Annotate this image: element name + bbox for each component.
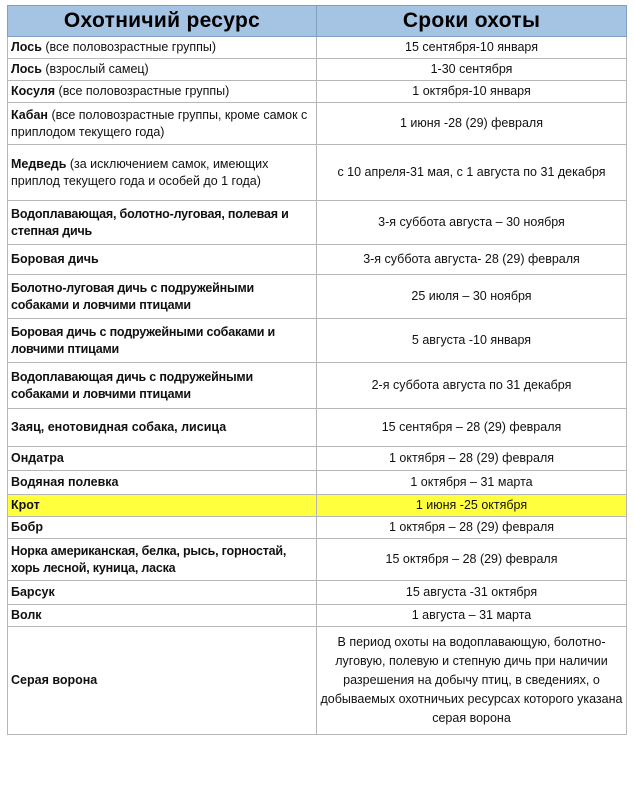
season-cell: 15 октября – 28 (29) февраля	[317, 539, 627, 581]
table-row	[8, 201, 627, 245]
resource-cell: Заяц, енотовидная собака, лисица	[8, 409, 317, 447]
resource-note: (все половозрастные группы)	[55, 84, 230, 98]
resource-cell: Волк	[8, 605, 317, 627]
season-cell: 15 сентября-10 января	[317, 37, 627, 59]
table-row	[8, 605, 627, 627]
table-row	[8, 581, 627, 605]
season-cell: 1 октября-10 января	[317, 81, 627, 103]
season-cell: 15 сентября – 28 (29) февраля	[317, 409, 627, 447]
resource-cell: Серая ворона	[8, 627, 317, 735]
table-row	[8, 517, 627, 539]
resource-cell: Болотно-луговая дичь с подружейными собаками и ловчими птицами	[8, 275, 317, 319]
season-cell: 1 октября – 28 (29) февраля	[317, 447, 627, 471]
season-cell: 25 июля – 30 ноября	[317, 275, 627, 319]
resource-note: (все половозрастные группы, кроме самок с приплодом текущего года)	[11, 107, 308, 139]
resource-cell: Ондатра	[8, 447, 317, 471]
season-cell: с 10 апреля-31 мая, с 1 августа по 31 декабря	[317, 145, 627, 201]
table-row	[8, 245, 627, 275]
season-cell: 1 июня -25 октября	[317, 495, 627, 517]
table-header-row	[8, 6, 627, 37]
resource-name: Лось	[11, 62, 42, 76]
resource-cell: Водоплавающая, болотно-луговая, полевая и степная дичь	[8, 201, 317, 245]
season-cell: 1 июня -28 (29) февраля	[317, 103, 627, 145]
resource-cell	[8, 37, 317, 59]
resource-cell: Водоплавающая дичь с подружейными собаками и ловчими птицами	[8, 363, 317, 409]
header-resource: Охотничий ресурс	[8, 6, 317, 37]
resource-note: (за исключением самок, имеющих приплод текущего года и особей до 1 года)	[11, 156, 269, 188]
resource-cell: Водяная полевка	[8, 471, 317, 495]
table-row	[8, 409, 627, 447]
season-cell: 1-30 сентября	[317, 59, 627, 81]
table-row	[8, 447, 627, 471]
resource-cell	[8, 145, 317, 201]
resource-cell: Боровая дичь с подружейными собаками и ловчими птицами	[8, 319, 317, 363]
header-season: Сроки охоты	[317, 6, 627, 37]
table-row	[8, 275, 627, 319]
season-cell: 1 августа – 31 марта	[317, 605, 627, 627]
resource-name: Кабан	[11, 107, 48, 122]
resource-cell: Боровая дичь	[8, 245, 317, 275]
resource-cell: Бобр	[8, 517, 317, 539]
resource-cell: Норка американская, белка, рысь, горностай, хорь лесной, куница, ласка	[8, 539, 317, 581]
resource-cell	[8, 103, 317, 145]
resource-cell: Крот	[8, 495, 317, 517]
table-row	[8, 319, 627, 363]
table-row	[8, 81, 627, 103]
resource-note: (все половозрастные группы)	[41, 40, 217, 54]
season-cell: 1 октября – 28 (29) февраля	[317, 517, 627, 539]
table-row	[8, 363, 627, 409]
season-cell: 3-я суббота августа- 28 (29) февраля	[317, 245, 627, 275]
resource-name: Медведь	[11, 156, 67, 171]
hunting-seasons-table-container	[7, 5, 626, 735]
table-row	[8, 59, 627, 81]
table-row	[8, 37, 627, 59]
table-row	[8, 145, 627, 201]
season-cell: 1 октября – 31 марта	[317, 471, 627, 495]
season-cell: 2-я суббота августа по 31 декабря	[317, 363, 627, 409]
table-row	[8, 627, 627, 735]
season-cell: В период охоты на водоплавающую, болотно-луговую, полевую и степную дичь при наличии разрешения на добычу птиц, в сведениях, о добываемых охотничьих ресурсах которого указана серая ворона	[317, 627, 627, 735]
table-row	[8, 539, 627, 581]
season-cell: 3-я суббота августа – 30 ноября	[317, 201, 627, 245]
season-cell: 5 августа -10 января	[317, 319, 627, 363]
resource-note: (взрослый самец)	[41, 62, 149, 76]
resource-name: Косуля	[11, 84, 56, 98]
table-row-highlighted	[8, 495, 627, 517]
resource-cell	[8, 59, 317, 81]
resource-cell	[8, 81, 317, 103]
season-cell: 15 августа -31 октября	[317, 581, 627, 605]
table-row	[8, 471, 627, 495]
resource-name: Лось	[11, 40, 42, 54]
hunting-seasons-table	[7, 5, 627, 735]
table-row	[8, 103, 627, 145]
resource-cell: Барсук	[8, 581, 317, 605]
